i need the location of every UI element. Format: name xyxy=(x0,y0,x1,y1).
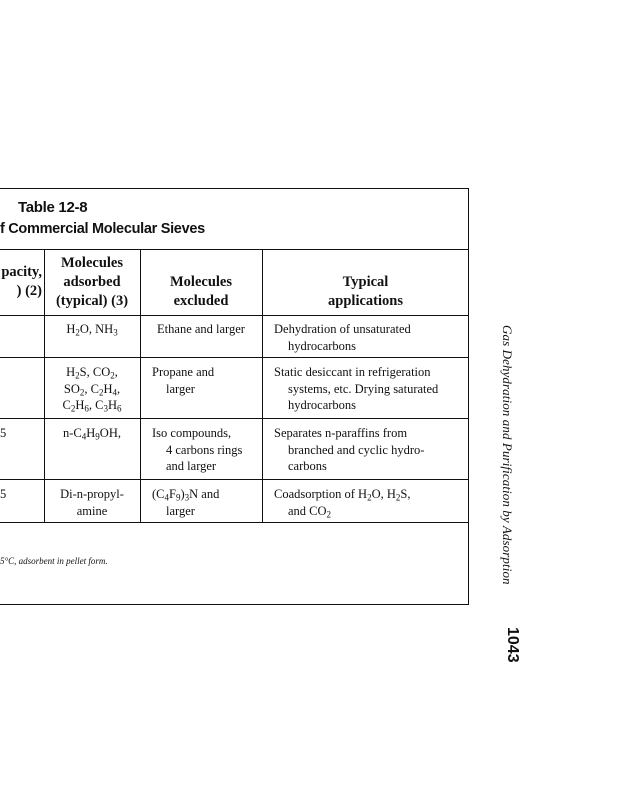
rule-row-2 xyxy=(0,418,469,419)
table-title-block xyxy=(0,199,205,237)
row2-applications: Static desiccant in refrigeration systems, etc. Drying saturated hydrocarbons xyxy=(274,365,439,412)
table-subtitle: f Commercial Molecular Sieves xyxy=(0,221,205,237)
row4-capacity: 5 xyxy=(0,487,7,501)
header-capacity: pacity, ) (2) xyxy=(1,264,42,299)
row4-applications: Coadsorption of $H_2O$, $H_2S$, and $CO_2$ xyxy=(274,487,411,520)
rule-row-3 xyxy=(0,479,469,480)
rule-row-4 xyxy=(0,522,469,523)
header-applications: Typical applications xyxy=(328,274,403,309)
header-adsorbed: Molecules adsorbed (typical) (3) xyxy=(55,255,129,309)
table-footnote: 5°C, adsorbent in pellet form. xyxy=(0,556,108,566)
row3-adsorbed: $n-C_4H_9OH$, xyxy=(63,426,121,442)
page-number: 1043 xyxy=(504,627,521,663)
row3-capacity: 5 xyxy=(0,426,7,440)
row4-adsorbed: Di-n-propyl- amine xyxy=(60,487,124,518)
row3-excluded: Iso compounds, 4 carbons rings and larger xyxy=(152,426,243,473)
row4-excluded: $(C_4F_9)_3N$ and larger xyxy=(152,487,220,518)
rule-below-header xyxy=(0,315,469,316)
row3-applications: Separates n-paraffins from branched and cyclic hydro- carbons xyxy=(274,426,425,473)
row1-adsorbed: $H_2O$, $NH_3$ xyxy=(66,322,118,338)
running-head: Gas Dehydration and Purification by Adsorption xyxy=(500,325,515,585)
rule-below-title xyxy=(0,249,469,250)
header-excluded: Molecules excluded xyxy=(169,274,232,309)
row1-applications: Dehydration of unsaturated hydrocarbons xyxy=(274,322,411,353)
table-title: Table 12-8 xyxy=(18,199,88,216)
row2-excluded: Propane and larger xyxy=(152,365,215,396)
row1-excluded: Ethane and larger xyxy=(157,322,245,336)
row2-adsorbed: $H_2S$, $CO_2$, $SO_2$, $C_2H_4$, $C_2H_6$, $C_3H_6$ xyxy=(62,365,122,414)
rule-row-1 xyxy=(0,357,469,358)
